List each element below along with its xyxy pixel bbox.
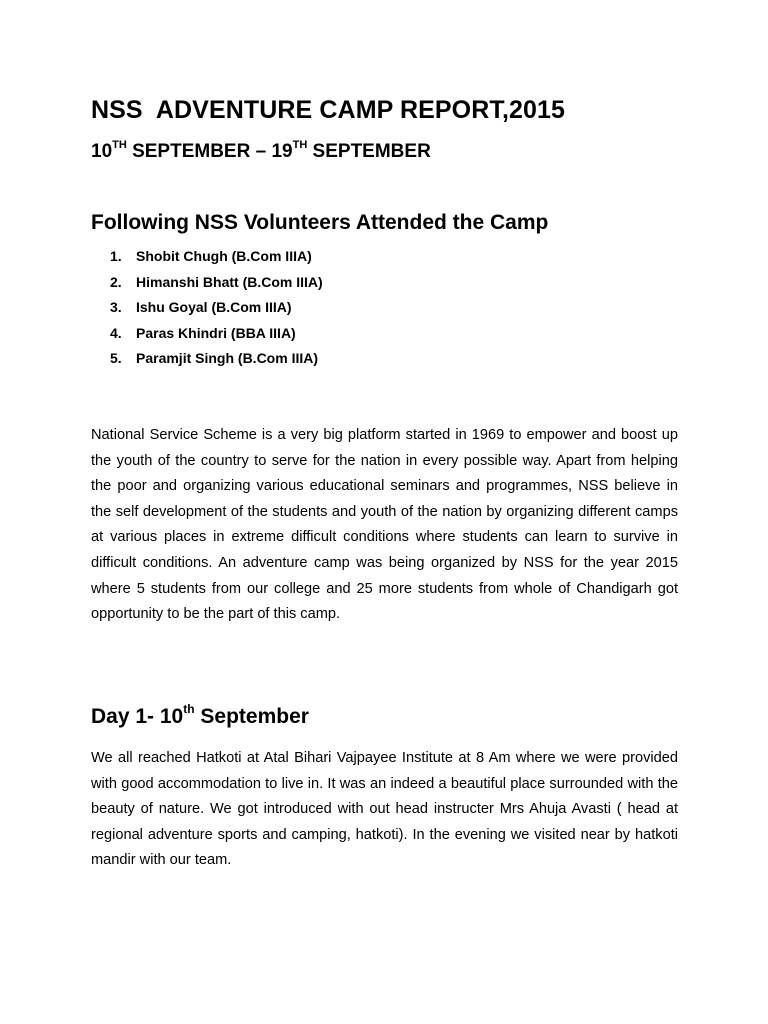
day1-heading <box>91 702 309 729</box>
end-day-suffix: TH <box>292 139 308 151</box>
start-month: SEPTEMBER – <box>126 141 272 162</box>
list-item <box>110 321 323 347</box>
start-day-suffix: TH <box>112 139 127 151</box>
end-month: SEPTEMBER <box>307 141 431 162</box>
end-day: 19 <box>271 141 293 162</box>
list-item-text: Paras Khindri (BBA IIIA) <box>136 324 296 341</box>
list-item-number: 2. <box>110 273 122 290</box>
volunteer-list <box>110 244 323 372</box>
list-item <box>110 270 323 296</box>
list-item-text: Himanshi Bhatt (B.Com IIIA) <box>136 273 323 290</box>
list-item-number: 4. <box>110 324 122 341</box>
volunteers-heading: Following NSS Volunteers Attended the Camp <box>91 211 549 234</box>
report-title: NSS ADVENTURE CAMP REPORT,2015 <box>91 96 566 124</box>
camp-dates <box>91 141 431 163</box>
list-item-number: 5. <box>110 350 122 366</box>
list-item-text: Shobit Chugh (B.Com IIIA) <box>136 248 312 264</box>
list-item <box>110 244 323 270</box>
day1-heading-prefix: Day 1- 10 <box>91 705 184 728</box>
start-day: 10 <box>91 141 113 162</box>
day1-paragraph: We all reached Hatkoti at Atal Bihari Vajpayee Institute at 8 Am where we were provided with good accommodation to live in. It was an indeed a beautiful place surrounded with the beauty of nature. We got introduced with out head instructer Mrs Ahuja Avasti ( head at regional adventure sports and camping, hatkoti). In the evening we visited near by hatkoti mandir with our team. <box>91 750 678 869</box>
day1-heading-suffix: th <box>183 702 195 716</box>
list-item-number: 1. <box>110 248 122 264</box>
intro-paragraph: National Service Scheme is a very big platform started in 1969 to empower and boost up the youth of the country to serve for the nation in every possible way. Apart from helping the poor and organizing various educational seminars and programmes, NSS believe in the self development of the students and youth of the nation by organizing different camps at various places in extreme difficult conditions where students can learn to survive in difficult conditions. An adventure camp was being organized by NSS for the year 2015 where 5 students from our college and 25 more students from whole of Chandigarh got opportunity to be the part of this camp. <box>91 427 678 623</box>
list-item <box>110 346 323 372</box>
list-item-text: Ishu Goyal (B.Com IIIA) <box>136 299 292 315</box>
list-item-number: 3. <box>110 299 122 315</box>
list-item <box>110 295 323 321</box>
day1-heading-rest: September <box>194 705 309 728</box>
list-item-text: Paramjit Singh (B.Com IIIA) <box>136 350 319 366</box>
